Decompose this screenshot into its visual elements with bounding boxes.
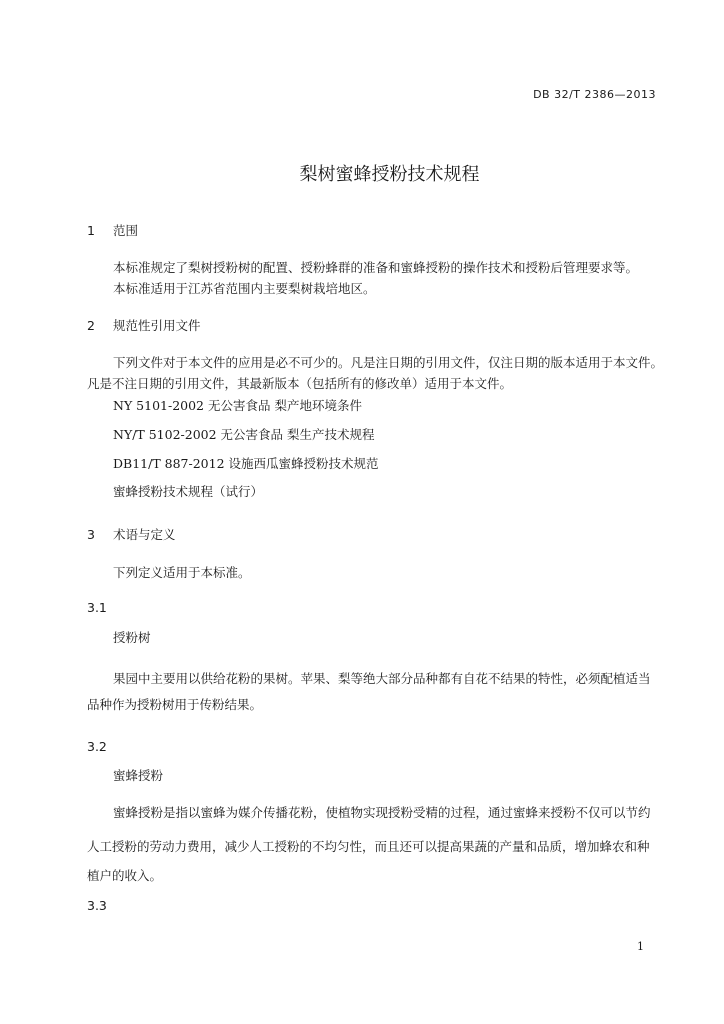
section-title: 规范性引用文件	[112, 318, 201, 333]
reference-item: 蜜蜂授粉技术规程（试行）	[113, 484, 264, 499]
definition-3-2-line-1: 蜜蜂授粉是指以蜜蜂为媒介传播花粉，使植物实现授粉受精的过程，通过蜜蜂来授粉不仅可以节约	[113, 805, 651, 820]
definition-3-1-line-1: 果园中主要用以供给花粉的果树。苹果、梨等绝大部分品种都有自花不结果的特性，必须配植适当	[113, 671, 651, 686]
section-title: 范围	[112, 223, 138, 238]
scope-paragraph-2: 本标准适用于江苏省范围内主要梨树栽培地区。	[113, 281, 376, 296]
term-bee-pollination: 蜜蜂授粉	[113, 768, 164, 783]
subsection-3-1-number: 3.1	[87, 600, 107, 615]
subsection-3-3-number: 3.3	[87, 898, 107, 913]
reference-item: DB11/T 887-2012 设施西瓜蜜蜂授粉技术规范	[113, 456, 379, 471]
definition-3-2-line-2: 人工授粉的劳动力费用，减少人工授粉的不均匀性，而且还可以提高果蔬的产量和品质，增加蜂农和种	[87, 839, 650, 854]
definition-3-1-line-2: 品种作为授粉树用于传粉结果。	[87, 697, 263, 712]
term-pollinizer: 授粉树	[113, 630, 151, 645]
subsection-3-2-number: 3.2	[87, 739, 107, 754]
section-title: 术语与定义	[112, 527, 176, 542]
section-number: 3	[87, 527, 95, 542]
reference-item: NY 5101-2002 无公害食品 梨产地环境条件	[113, 398, 362, 413]
section-3-heading	[87, 525, 176, 543]
page-number: 1	[637, 940, 644, 953]
scope-paragraph-1: 本标准规定了梨树授粉树的配置、授粉蜂群的准备和蜜蜂授粉的操作技术和授粉后管理要求等。	[113, 260, 639, 275]
document-title	[0, 160, 724, 186]
reference-item: NY/T 5102-2002 无公害食品 梨生产技术规程	[113, 427, 375, 442]
definition-3-2-line-3: 植户的收入。	[87, 868, 163, 883]
section-2-heading	[87, 316, 201, 334]
definitions-intro: 下列定义适用于本标准。	[113, 565, 251, 580]
section-1-heading	[87, 221, 138, 239]
document-title-text: 梨树蜜蜂授粉技术规程	[299, 164, 480, 185]
reference-intro-line-2: 凡是不注日期的引用文件，其最新版本（包括所有的修改单）适用于本文件。	[87, 376, 513, 391]
reference-intro-line-1: 下列文件对于本文件的应用是必不可少的。凡是注日期的引用文件，仅注日期的版本适用于本文件。	[113, 355, 664, 370]
document-code: DB 32/T 2386—2013	[533, 88, 656, 101]
section-number: 1	[87, 223, 95, 238]
section-number: 2	[87, 318, 95, 333]
